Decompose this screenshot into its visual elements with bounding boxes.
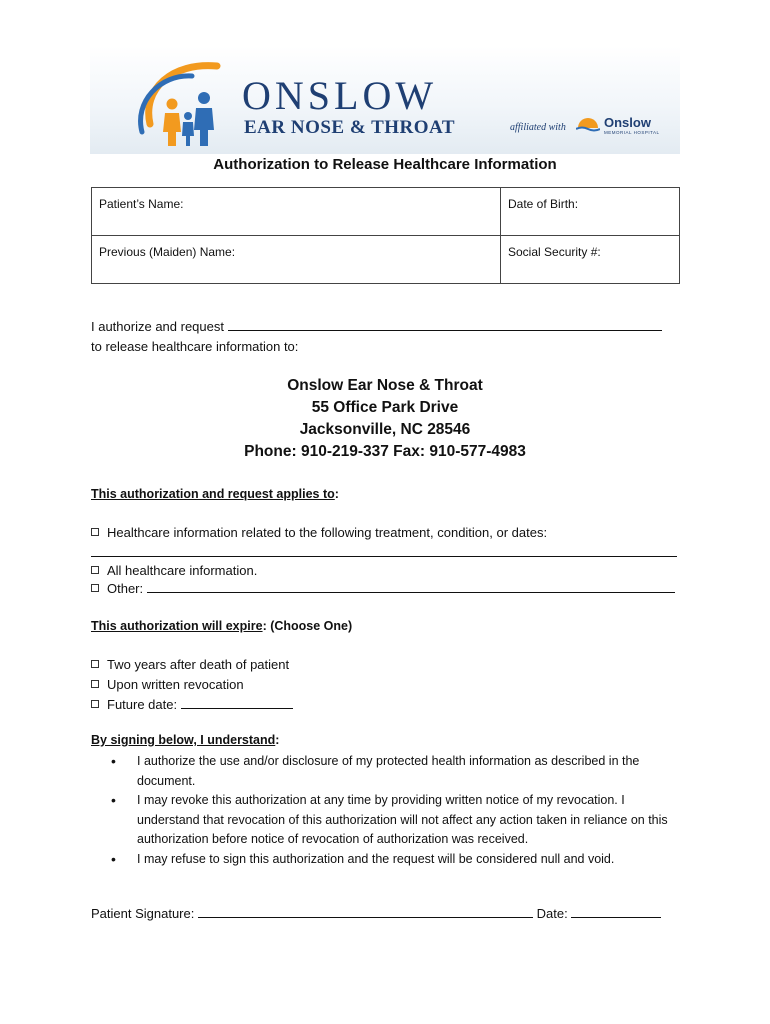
expire-heading: This authorization will expire: (Choose One) [91, 619, 353, 633]
bullet-icon: • [111, 850, 116, 867]
understand-list [91, 752, 681, 869]
treatment-blank-line[interactable] [91, 556, 677, 557]
checkbox-icon[interactable] [91, 700, 99, 708]
previous-name-field[interactable] [92, 236, 501, 284]
signature-line [91, 905, 661, 923]
release-to-text: to release healthcare information to: [91, 339, 299, 354]
list-item: • I authorize the use and/or disclosure of my protected health information as described in the document. [111, 753, 640, 788]
bullet-icon: • [111, 792, 116, 808]
clinic-address [0, 375, 770, 463]
bullet-icon: • [111, 753, 116, 769]
ssn-field[interactable] [501, 236, 680, 284]
authorize-text: I authorize and request [91, 319, 224, 334]
patient-name-label: Patient’s Name: [99, 197, 184, 211]
family-logo-icon [132, 54, 242, 150]
checkbox-icon[interactable] [91, 566, 99, 574]
affiliate-tagline: MEMORIAL HOSPITAL [604, 130, 660, 135]
list-item: • I may refuse to sign this authorization and the request will be considered null and void. [111, 850, 681, 870]
patient-info-table [91, 187, 680, 284]
authorize-line [91, 318, 662, 336]
list-item: • I may revoke this authorization at any time by providing written notice of my revocation. I understand that revocation of this authorization will not affect any action taken in reliance on this authorization before notice of revocation of authorization was received. [111, 792, 668, 846]
option-written-revocation[interactable]: Upon written revocation [91, 676, 244, 694]
date-label: Date: [536, 906, 568, 921]
date-blank[interactable] [571, 905, 661, 918]
option-treatment[interactable]: Healthcare information related to the following treatment, condition, or dates: [91, 524, 547, 542]
sunrise-logo-icon [576, 116, 600, 132]
option-future-date[interactable]: Future date: [91, 696, 293, 714]
authorize-provider-blank[interactable] [228, 318, 662, 331]
checkbox-icon[interactable] [91, 584, 99, 592]
date-of-birth-label: Date of Birth: [508, 197, 579, 211]
checkbox-icon[interactable] [91, 680, 99, 688]
clinic-name: Onslow Ear Nose & Throat [287, 377, 483, 394]
understand-heading: By signing below, I understand: [91, 733, 280, 747]
affiliated-text: affiliated with [510, 122, 566, 133]
signature-blank[interactable] [198, 905, 533, 918]
clinic-street: 55 Office Park Drive [311, 399, 459, 416]
date-of-birth-field[interactable] [501, 188, 680, 236]
brand-name: ONSLOW [242, 73, 438, 118]
applies-heading: This authorization and request applies to: [91, 487, 339, 501]
checkbox-icon[interactable] [91, 660, 99, 668]
patient-name-field[interactable] [92, 188, 501, 236]
clinic-phone-fax: Phone: 910-219-337 Fax: 910-577-4983 [244, 443, 526, 460]
option-other[interactable]: Other: [91, 580, 675, 598]
previous-name-label: Previous (Maiden) Name: [99, 245, 236, 259]
other-blank[interactable] [147, 580, 675, 593]
header-banner [90, 46, 680, 154]
future-date-blank[interactable] [181, 696, 293, 709]
option-all-healthcare[interactable]: All healthcare information. [91, 562, 257, 580]
clinic-city: Jacksonville, NC 28546 [299, 421, 471, 438]
brand-subtitle: EAR NOSE & THROAT [244, 117, 456, 138]
affiliate-name: Onslow [604, 115, 651, 130]
option-two-years[interactable]: Two years after death of patient [91, 656, 289, 674]
ssn-label: Social Security #: [508, 245, 601, 259]
document-title: Authorization to Release Healthcare Information [213, 156, 557, 173]
checkbox-icon[interactable] [91, 528, 99, 536]
signature-label: Patient Signature: [91, 906, 195, 921]
